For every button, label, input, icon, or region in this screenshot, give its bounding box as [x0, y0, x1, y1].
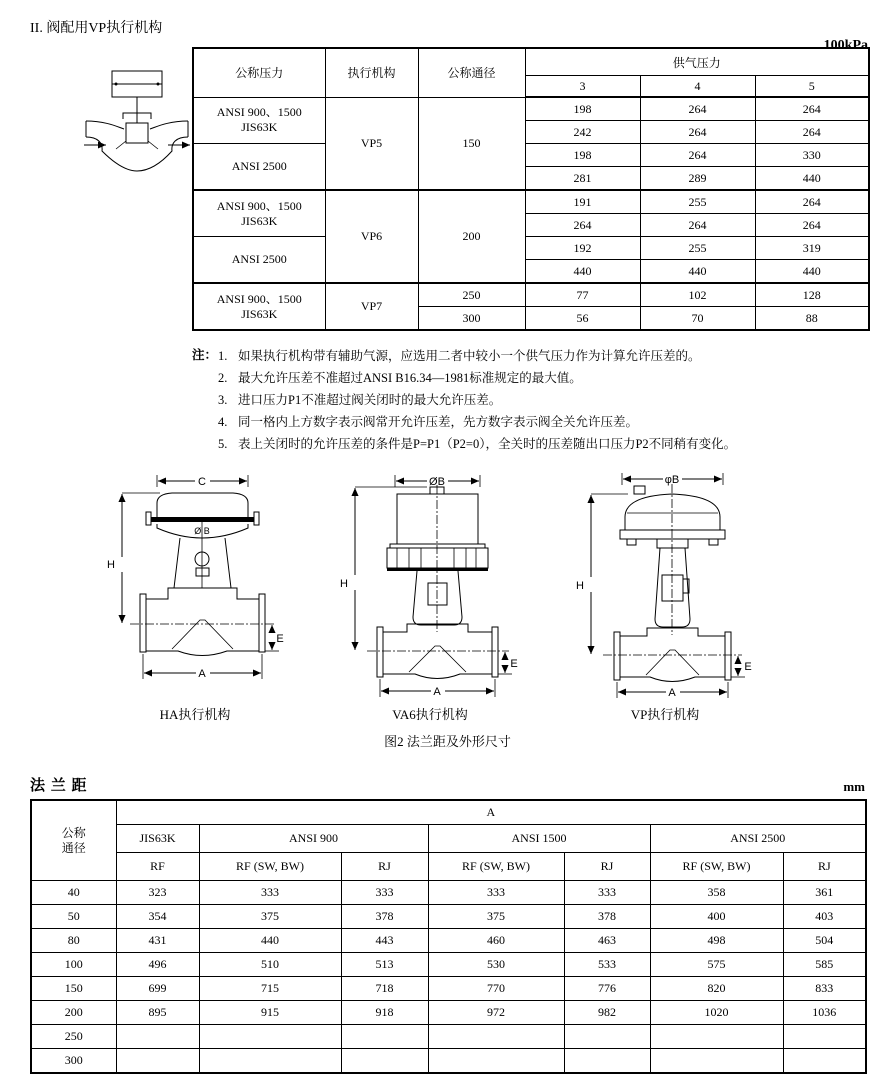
- flange-table-header-row: [30, 774, 865, 795]
- table-cell: 533: [564, 953, 650, 977]
- table-cell: 333: [199, 881, 341, 905]
- diameter-cell: 250: [418, 283, 525, 307]
- pressure-class-line: JIS63K: [241, 120, 278, 135]
- dim-label-diameter: Ø B: [194, 526, 210, 536]
- allowable-pressure-diff-table: [192, 47, 870, 331]
- pressure-class-cell: [193, 97, 325, 144]
- table-cell: 575: [650, 953, 783, 977]
- dim-label-a: A: [198, 668, 206, 680]
- note-number: 4.: [218, 415, 228, 429]
- table-cell: 289: [640, 167, 755, 191]
- table-cell: 498: [650, 929, 783, 953]
- table-cell: 100: [31, 953, 116, 977]
- dim-label-h: H: [340, 578, 348, 590]
- table-row: [31, 1025, 866, 1049]
- pressure-class-cell: [193, 283, 325, 330]
- table-cell: 440: [640, 260, 755, 284]
- note-item: [218, 345, 882, 367]
- table-cell: 255: [640, 190, 755, 214]
- table-cell: 460: [428, 929, 564, 953]
- table-header-cell: ANSI 2500: [650, 825, 866, 853]
- table-cell: 463: [564, 929, 650, 953]
- table-cell: 264: [755, 214, 869, 237]
- table-row: [31, 825, 866, 853]
- table-header-cell: 3: [525, 76, 640, 98]
- table-cell: 378: [564, 905, 650, 929]
- table-cell: 323: [116, 881, 199, 905]
- table-cell: [199, 1025, 341, 1049]
- table-cell: 264: [755, 97, 869, 121]
- table-cell: 972: [428, 1001, 564, 1025]
- flange-distance-table: [30, 799, 867, 1074]
- note-item: [218, 411, 882, 433]
- table-cell: 403: [783, 905, 866, 929]
- note-text: 同一格内上方数字表示阀常开允许压差，先方数字表示阀全关允许压差。: [238, 415, 639, 429]
- table-cell: 50: [31, 905, 116, 929]
- valve-cross-section-icon: [82, 67, 192, 182]
- table-cell: 300: [31, 1049, 116, 1074]
- note-text: 如果执行机构带有辅助气源，应选用二者中较小一个供气压力作为计算允许压差的。: [238, 349, 701, 363]
- table-cell: 715: [199, 977, 341, 1001]
- pressure-class-line: ANSI 900、1500: [216, 105, 302, 120]
- dim-label-h: H: [107, 559, 115, 571]
- table-cell: 330: [755, 144, 869, 167]
- pressure-unit-label: 100kPa: [823, 38, 868, 53]
- table-cell: 198: [525, 97, 640, 121]
- table-header-cell: 执行机构: [325, 48, 418, 97]
- table-cell: 820: [650, 977, 783, 1001]
- pressure-class-cell: ANSI 2500: [193, 237, 325, 284]
- table-header-cell: RF: [116, 853, 199, 881]
- table-cell: [341, 1049, 428, 1074]
- table-cell: 56: [525, 307, 640, 331]
- mm-unit-label: mm: [843, 779, 865, 794]
- table-cell: 440: [755, 167, 869, 191]
- table-cell: 699: [116, 977, 199, 1001]
- flange-distance-title: 法 兰 距: [30, 778, 88, 794]
- table-cell: 192: [525, 237, 640, 260]
- actuator-cell: VP6: [325, 190, 418, 283]
- table-cell: 80: [31, 929, 116, 953]
- table-cell: 918: [341, 1001, 428, 1025]
- actuator-cell: VP5: [325, 97, 418, 190]
- table-cell: [428, 1049, 564, 1074]
- table-row: [193, 283, 869, 307]
- figures-row: [100, 467, 865, 723]
- table-cell: 496: [116, 953, 199, 977]
- table-cell: 375: [428, 905, 564, 929]
- table-row: [31, 905, 866, 929]
- table-cell: 440: [199, 929, 341, 953]
- diameter-cell: 150: [418, 97, 525, 190]
- table-cell: 264: [640, 144, 755, 167]
- table-cell: 443: [341, 929, 428, 953]
- figure-va6-actuator: [335, 467, 525, 723]
- table-cell: 504: [783, 929, 866, 953]
- table-cell: 333: [341, 881, 428, 905]
- note-text: 最大允许压差不准超过ANSI B16.34—1981标准规定的最大值。: [238, 371, 582, 385]
- figure-vp-actuator: [570, 467, 760, 723]
- pressure-class-cell: [193, 190, 325, 237]
- table-cell: [783, 1049, 866, 1074]
- table-header-cell: 供气压力: [525, 48, 869, 76]
- table-header-cell: 公称通径: [418, 48, 525, 97]
- table-cell: 319: [755, 237, 869, 260]
- table-cell: 264: [755, 121, 869, 144]
- figure-label: HA执行机构: [159, 707, 231, 722]
- vp-actuator-diagram: [570, 467, 760, 702]
- table-cell: [650, 1025, 783, 1049]
- dim-label-e: E: [276, 633, 284, 645]
- diameter-cell: 200: [418, 190, 525, 283]
- table-header-cell: A: [116, 800, 866, 825]
- table-row: [31, 800, 866, 825]
- table-cell: [199, 1049, 341, 1074]
- table-cell: 718: [341, 977, 428, 1001]
- note-number: 2.: [218, 371, 228, 385]
- table-cell: 77: [525, 283, 640, 307]
- note-item: [218, 367, 882, 389]
- table-cell: 264: [755, 190, 869, 214]
- dim-label-a: A: [433, 686, 441, 698]
- table-cell: 510: [199, 953, 341, 977]
- table-row: [31, 977, 866, 1001]
- table-row: [31, 853, 866, 881]
- table-cell: 40: [31, 881, 116, 905]
- notes-prefix: 注：: [192, 348, 218, 362]
- table-header-cell: RJ: [564, 853, 650, 881]
- table-cell: 358: [650, 881, 783, 905]
- table-row: [31, 929, 866, 953]
- pressure-class-line: ANSI 900、1500: [216, 291, 302, 306]
- table-header-cell: RF (SW, BW): [199, 853, 341, 881]
- note-item: [218, 389, 882, 411]
- table-row: [193, 144, 869, 167]
- table-cell: 431: [116, 929, 199, 953]
- table-cell: 250: [31, 1025, 116, 1049]
- pressure-class-line: JIS63K: [241, 213, 278, 228]
- table-cell: 264: [640, 214, 755, 237]
- table-cell: 281: [525, 167, 640, 191]
- pressure-class-cell: ANSI 2500: [193, 144, 325, 191]
- dim-label-c: C: [198, 476, 206, 488]
- table-cell: 400: [650, 905, 783, 929]
- table-cell: 191: [525, 190, 640, 214]
- table-header-cell: ANSI 900: [199, 825, 428, 853]
- table-header-cell: JIS63K: [116, 825, 199, 853]
- table-cell: 198: [525, 144, 640, 167]
- table-cell: 915: [199, 1001, 341, 1025]
- table-header-cell: RJ: [783, 853, 866, 881]
- figure-caption: 图2 法兰距及外形尺寸: [384, 734, 511, 749]
- va6-actuator-diagram: [335, 467, 525, 702]
- diameter-cell: 300: [418, 307, 525, 331]
- table-cell: 333: [564, 881, 650, 905]
- table-cell: [564, 1049, 650, 1074]
- table-cell: 378: [341, 905, 428, 929]
- table-cell: 128: [755, 283, 869, 307]
- note-number: 1.: [218, 349, 228, 363]
- table-cell: 776: [564, 977, 650, 1001]
- table-row: [193, 190, 869, 214]
- table-cell: 150: [31, 977, 116, 1001]
- table-row: [193, 48, 869, 76]
- dim-label-e: E: [744, 661, 752, 673]
- table-row: [193, 97, 869, 121]
- figure-ha-actuator: [100, 467, 290, 723]
- table-header-cell: RF (SW, BW): [650, 853, 783, 881]
- table-header-cell: RJ: [341, 853, 428, 881]
- dim-label-h: H: [576, 580, 584, 592]
- table-row: [193, 237, 869, 260]
- note-text: 进口压力P1不准超过阀关闭时的最大允许压差。: [238, 393, 502, 407]
- table-header-cell: 5: [755, 76, 869, 98]
- note-item: [218, 433, 882, 455]
- table-cell: 361: [783, 881, 866, 905]
- table-cell: 1036: [783, 1001, 866, 1025]
- table-cell: 200: [31, 1001, 116, 1025]
- table-row: [31, 1001, 866, 1025]
- table-header-cell: 4: [640, 76, 755, 98]
- table-cell: 440: [525, 260, 640, 284]
- table-row: [31, 953, 866, 977]
- table-cell: 255: [640, 237, 755, 260]
- note-number: 5.: [218, 437, 228, 451]
- table-header-cell: ANSI 1500: [428, 825, 650, 853]
- table-cell: 333: [428, 881, 564, 905]
- table-cell: 70: [640, 307, 755, 331]
- table-cell: 264: [525, 214, 640, 237]
- table-cell: 513: [341, 953, 428, 977]
- table1-row: [30, 47, 865, 331]
- table-cell: 264: [640, 121, 755, 144]
- table-cell: [783, 1025, 866, 1049]
- table-cell: [564, 1025, 650, 1049]
- section-title: II. 阀配用VP执行机构: [30, 21, 163, 36]
- table-cell: 375: [199, 905, 341, 929]
- figure-label: VA6执行机构: [392, 707, 468, 722]
- diameter-header-line: 公称: [61, 825, 86, 840]
- table-cell: 833: [783, 977, 866, 1001]
- notes-section: [192, 345, 882, 455]
- table-header-cell: [31, 800, 116, 881]
- table-cell: 242: [525, 121, 640, 144]
- dim-label-diameter: ØB: [429, 476, 445, 488]
- dim-label-e: E: [510, 658, 518, 670]
- dim-label-a: A: [668, 687, 676, 699]
- table-cell: 440: [755, 260, 869, 284]
- table-cell: [116, 1049, 199, 1074]
- figure-label: VP执行机构: [630, 707, 700, 722]
- actuator-cell: VP7: [325, 283, 418, 330]
- table-header-cell: RF (SW, BW): [428, 853, 564, 881]
- table-cell: 770: [428, 977, 564, 1001]
- table-cell: 354: [116, 905, 199, 929]
- table-cell: 585: [783, 953, 866, 977]
- table-row: [31, 1049, 866, 1074]
- table-cell: [428, 1025, 564, 1049]
- pressure-class-line: ANSI 900、1500: [216, 198, 302, 213]
- table-cell: 530: [428, 953, 564, 977]
- table-cell: 88: [755, 307, 869, 331]
- table-cell: [650, 1049, 783, 1074]
- table-cell: 982: [564, 1001, 650, 1025]
- notes-list: [218, 345, 882, 455]
- table-cell: [116, 1025, 199, 1049]
- diameter-header-line: 通径: [61, 840, 86, 855]
- table-cell: 1020: [650, 1001, 783, 1025]
- table-row: [31, 881, 866, 905]
- valve-icon-block: [30, 47, 192, 331]
- pressure-class-line: JIS63K: [241, 306, 278, 321]
- dim-label-diameter: φB: [664, 474, 680, 486]
- table-cell: 264: [640, 97, 755, 121]
- table-cell: 102: [640, 283, 755, 307]
- table-cell: 895: [116, 1001, 199, 1025]
- table-cell: [341, 1025, 428, 1049]
- table-header-cell: 公称压力: [193, 48, 325, 97]
- note-text: 表上关闭时的允许压差的条件是P=P1（P2=0），全关时的压差随出口压力P2不同稍有变化。: [238, 437, 737, 451]
- note-number: 3.: [218, 393, 228, 407]
- ha-actuator-diagram: [100, 467, 290, 702]
